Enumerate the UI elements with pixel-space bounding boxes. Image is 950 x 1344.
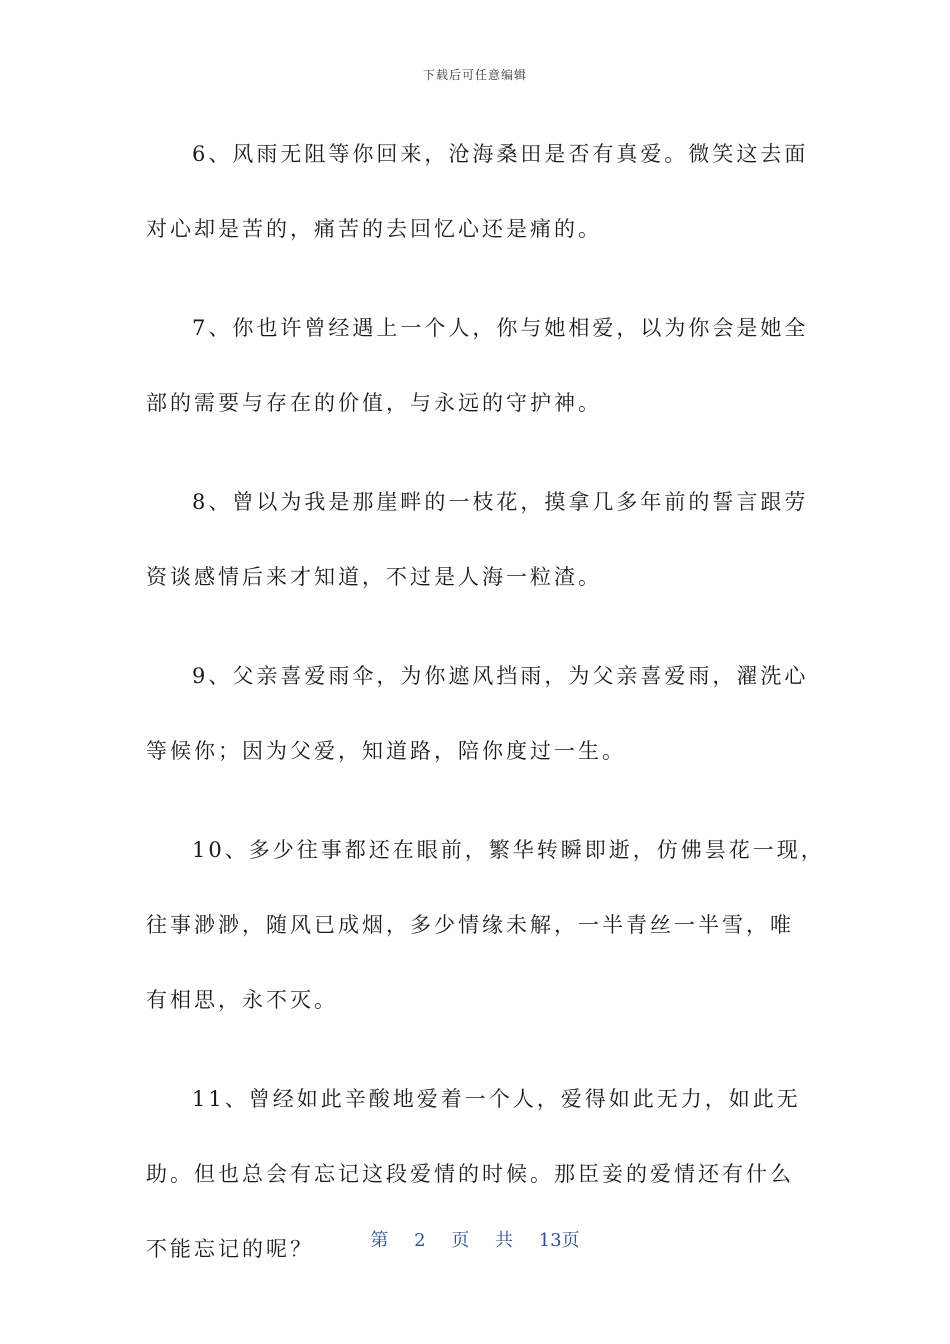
footer-label-di: 第 xyxy=(370,1230,389,1251)
footer-current-page: 2 xyxy=(414,1230,426,1251)
paragraph-line: 助。但也总会有忘记这段爱情的时候。那臣妾的爱情还有什么 xyxy=(146,1162,794,1186)
paragraph-line: 8、曾以为我是那崖畔的一枝花，摸拿几多年前的誓言跟劳 xyxy=(192,490,809,514)
paragraph-line: 往事渺渺，随风已成烟，多少情缘未解，一半青丝一半雪，唯 xyxy=(146,913,794,937)
paragraph-10 xyxy=(146,813,825,1038)
paragraph-line: 7、你也许曾经遇上一个人，你与她相爱，以为你会是她全 xyxy=(192,316,809,340)
page-header: 下载后可任意编辑 xyxy=(422,68,527,82)
paragraph-8 xyxy=(146,465,809,615)
paragraph-11 xyxy=(146,1062,806,1287)
paragraph-line: 10、多少往事都还在眼前，繁华转瞬即逝，仿佛昙花一现， xyxy=(192,838,825,862)
paragraph-7 xyxy=(146,291,809,441)
paragraph-line: 部的需要与存在的价值，与永远的守护神。 xyxy=(146,391,602,415)
paragraph-line: 11、曾经如此辛酸地爱着一个人，爱得如此无力，如此无 xyxy=(192,1087,801,1111)
page-footer xyxy=(0,1226,950,1252)
paragraph-line: 资谈感情后来才知道，不过是人海一粒渣。 xyxy=(146,565,602,589)
footer-label-ye: 页 xyxy=(451,1230,470,1251)
footer-total-pages: 13页 xyxy=(538,1230,580,1251)
paragraph-line: 对心却是苦的，痛苦的去回忆心还是痛的。 xyxy=(146,217,602,241)
footer-label-gong: 共 xyxy=(495,1230,513,1251)
paragraph-line: 等候你；因为父爱，知道路，陪你度过一生。 xyxy=(146,739,626,763)
document-body xyxy=(146,117,825,1311)
paragraph-6 xyxy=(146,117,809,267)
paragraph-line: 不能忘记的呢？ xyxy=(146,1237,314,1261)
paragraph-9 xyxy=(146,639,809,789)
paragraph-line: 9、父亲喜爱雨伞，为你遮风挡雨，为父亲喜爱雨，濯洗心 xyxy=(192,664,809,688)
paragraph-line: 有相思，永不灭。 xyxy=(146,988,338,1012)
paragraph-line: 6、风雨无阻等你回来，沧海桑田是否有真爱。微笑这去面 xyxy=(192,142,809,166)
